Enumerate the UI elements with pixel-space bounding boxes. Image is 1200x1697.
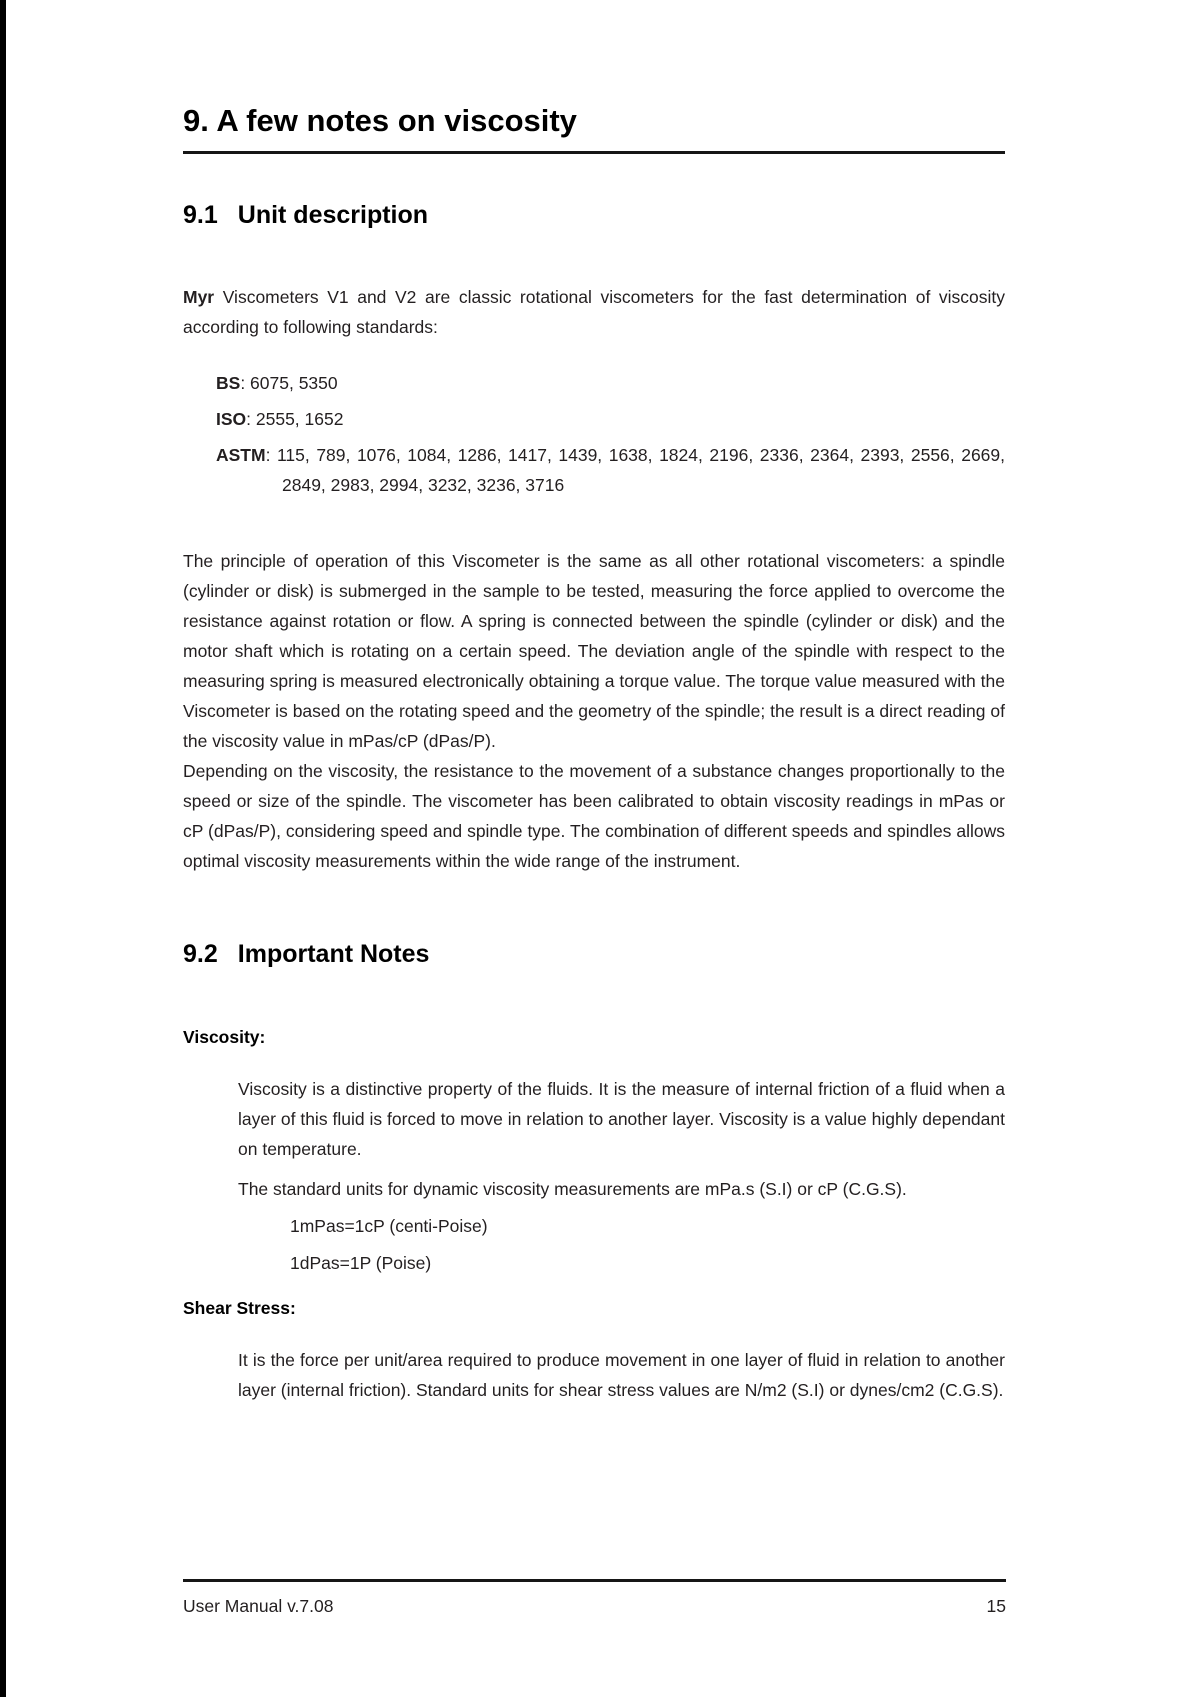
section-heading-important-notes (183, 940, 1005, 969)
paragraph-shear-stress-definition: It is the force per unit/area required to produce movement in one layer of fluid in relation to another layer (internal friction). Standard units for shear stress values are N/m2 (S.I) or dynes/cm2 (C.G.S). (238, 1350, 1005, 1400)
standard-values: : 115, 789, 1076, 1084, 1286, 1417, 1439, 1638, 1824, 2196, 2336, 2364, 2393, 2556, 2669, 2849, 2983, 2994, 3232, 3236, 3716 (265, 445, 1005, 495)
scan-edge-artifact (0, 0, 6, 1697)
footer-manual-version: User Manual v.7.08 (183, 1596, 334, 1616)
section-number: 9.2 (183, 940, 218, 968)
footer-page-number: 15 (986, 1596, 1006, 1616)
paragraph-principle-of-operation: The principle of operation of this Viscometer is the same as all other rotational viscometers: a spindle (cylinder or disk) is submerged in the sample to be tested, measuring the force applied to overcome the resistance against rotation or flow. A spring is connected between the spindle (cylinder or disk) and the motor shaft which is rotating on a certain speed. The deviation angle of the spindle with respect to the measuring spring is measured electronically obtaining a torque value. The torque value measured with the Viscometer is based on the rotating speed and the geometry of the spindle; the result is a direct reading of the viscosity value in mPas/cP (dPas/P). (183, 551, 1005, 751)
standard-values: : 6075, 5350 (240, 373, 338, 393)
page-footer (183, 1579, 1006, 1617)
section-heading-text: Unit description (237, 201, 429, 229)
chapter-title: 9. A few notes on viscosity (183, 103, 1005, 154)
standard-values: : 2555, 1652 (246, 409, 344, 429)
shear-stress-label: Shear Stress: (183, 1298, 296, 1318)
intro-text: Viscometers V1 and V2 are classic rotational viscometers for the fast determination of viscosity according to following standards: (183, 287, 1005, 337)
paragraph-depending-on-viscosity: Depending on the viscosity, the resistance to the movement of a substance changes proportionally to the speed or size of the spindle. The viscometer has been calibrated to obtain viscosity readings in mPas or cP (dPas/P), considering speed and spindle type. The combination of different speeds and spindles allows optimal viscosity measurements within the wide range of the instrument. (183, 761, 1005, 871)
paragraph-standard-units: The standard units for dynamic viscosity measurements are mPa.s (S.I) or cP (C.G.S). (238, 1179, 907, 1199)
paragraph-viscosity-definition: Viscosity is a distinctive property of the fluids. It is the measure of internal friction of a fluid when a layer of this fluid is forced to move in relation to another layer. Viscosity is a value highly dependant on temperature. (238, 1079, 1005, 1159)
standard-item-bs (216, 368, 1005, 398)
page-content (183, 0, 1005, 1405)
standard-label: ASTM (216, 445, 266, 465)
standards-list (216, 368, 1005, 500)
intro-paragraph (183, 282, 1005, 342)
standard-item-astm (216, 440, 1005, 500)
standard-label: BS (216, 373, 241, 393)
intro-lead-word: Myr (183, 287, 215, 307)
standard-item-iso (216, 404, 1005, 434)
section-number: 9.1 (183, 201, 218, 229)
section-heading-unit-description (183, 201, 1005, 230)
section-heading-text: Important Notes (237, 940, 430, 968)
equation-mpas-cp: 1mPas=1cP (centi-Poise) (290, 1216, 488, 1236)
equation-dpas-p: 1dPas=1P (Poise) (290, 1253, 432, 1273)
standard-label: ISO (216, 409, 247, 429)
viscosity-label: Viscosity: (183, 1027, 266, 1047)
